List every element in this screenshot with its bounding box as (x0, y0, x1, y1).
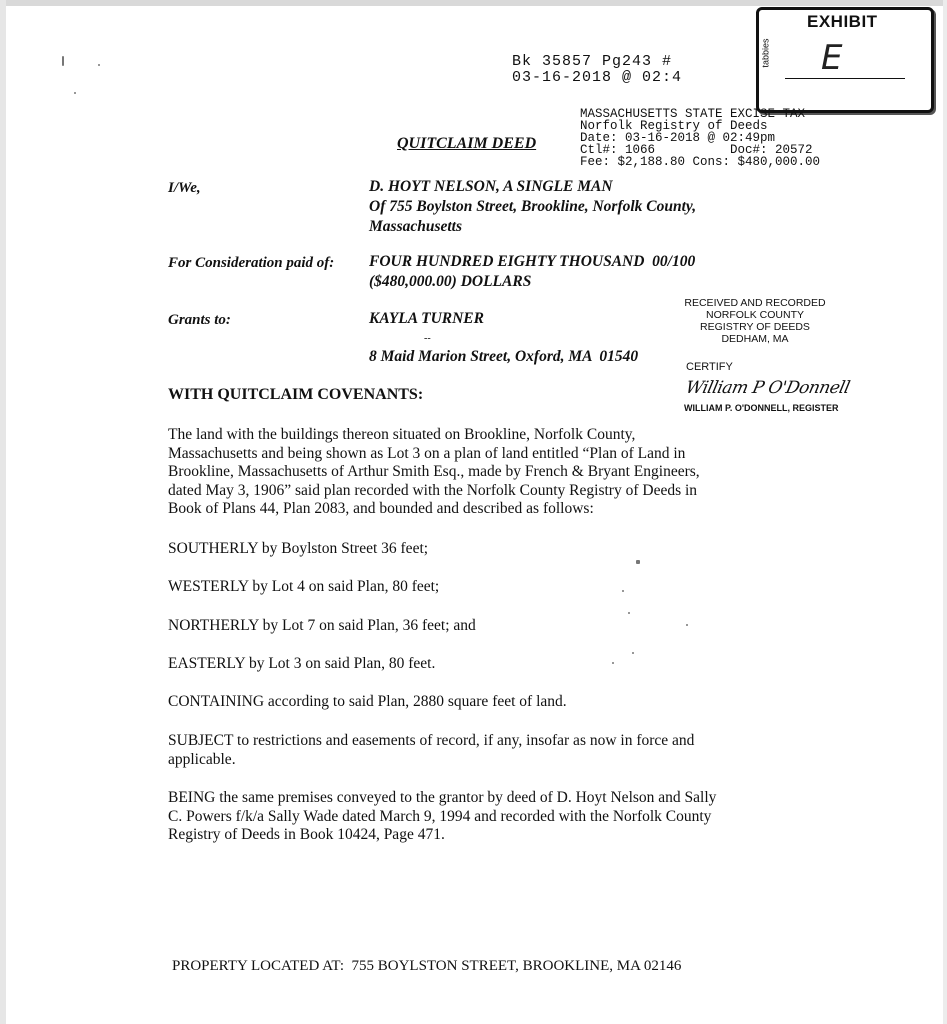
description-line: Brookline, Massachusetts of Arthur Smith Esq., made by French & Bryant Engineers, (168, 463, 700, 480)
grantee-address: 8 Maid Marion Street, Oxford, MA 01540 (369, 348, 639, 365)
recorded-stamp-line: DEDHAM, MA (721, 333, 789, 345)
description-line: dated May 3, 1906” said plan recorded with the Norfolk County Registry of Deeds in (168, 481, 698, 499)
consideration-words: FOUR HUNDRED EIGHTY THOUSAND 00/100 (369, 253, 696, 270)
scan-speck (636, 560, 640, 564)
exhibit-signature-line (785, 78, 905, 79)
being-line: C. Powers f/k/a Sally Wade dated March 9, 1994 and recorded with the Norfolk County (168, 807, 712, 825)
recorded-stamp-line: NORFOLK COUNTY (705, 309, 804, 321)
recorded-stamp-line: REGISTRY OF DEEDS (700, 321, 810, 333)
grantee-name: KAYLA TURNER (369, 310, 484, 327)
being-line: BEING the same premises conveyed to the grantor by deed of D. Hoyt Nelson and Sally (168, 789, 717, 806)
consideration-block (369, 252, 695, 292)
scan-speck (622, 590, 624, 592)
recorded-stamp-line: RECEIVED AND RECORDED (684, 297, 826, 309)
recording-datetime-line: 03-16-2018 @ 02:4 (512, 69, 683, 86)
bound-southerly: SOUTHERLY by Boylston Street 36 feet; (168, 540, 429, 557)
containing-clause: CONTAINING according to said Plan, 2880 square feet of land. (168, 693, 567, 710)
book-page-stamp (512, 54, 682, 86)
register-name: WILLIAM P. O'DONNELL, REGISTER (684, 403, 839, 413)
grantor-address: Of 755 Boylston Street, Brookline, Norfolk County, (369, 198, 697, 215)
tax-stamp-line: Norfolk Registry of Deeds (580, 119, 768, 133)
grantee-label: Grants to: (168, 312, 231, 328)
scan-speck (98, 64, 100, 66)
scan-speck (612, 662, 614, 664)
grantor-label: I/We, (168, 180, 201, 196)
scan-speck (686, 624, 688, 626)
scan-speck (632, 652, 634, 654)
consideration-label: For Consideration paid of: (168, 255, 335, 271)
page-edge-left (0, 0, 6, 1024)
bound-northerly: NORTHERLY by Lot 7 on said Plan, 36 feet; and (168, 617, 476, 634)
grantor-name: D. HOYT NELSON, A SINGLE MAN (369, 178, 613, 195)
scan-speck (74, 92, 76, 94)
subject-line: applicable. (168, 750, 236, 768)
description-line: Book of Plans 44, Plan 2083, and bounded and described as follows: (168, 500, 594, 517)
grantor-state: Massachusetts (369, 218, 463, 235)
bound-westerly: WESTERLY by Lot 4 on said Plan, 80 feet; (168, 578, 440, 595)
description-line: Massachusetts and being shown as Lot 3 on a plan of land entitled “Plan of Land in (168, 444, 686, 462)
description-line: The land with the buildings thereon situated on Brookline, Norfolk County, (168, 426, 636, 443)
exhibit-letter: E (821, 38, 843, 78)
subject-clause (168, 732, 694, 769)
exhibit-title: EXHIBIT (807, 12, 878, 31)
grantor-block (369, 177, 696, 237)
property-located: PROPERTY LOCATED AT: 755 BOYLSTON STREET, BROOKLINE, MA 02146 (172, 958, 682, 974)
tax-stamp-line: Fee: $2,188.80 Cons: $480,000.00 (580, 155, 821, 169)
page-edge-top (0, 0, 947, 6)
scan-speck (628, 612, 630, 614)
excise-tax-stamp (580, 108, 820, 168)
subject-line: SUBJECT to restrictions and easements of record, if any, insofar as now in force and (168, 732, 695, 749)
deed-title: QUITCLAIM DEED (397, 135, 537, 152)
scan-speck (62, 56, 64, 66)
exhibit-sticker (756, 7, 934, 113)
exhibit-brand: tabbies (760, 38, 771, 68)
tax-stamp-line: Date: 03-16-2018 @ 02:49pm (580, 131, 776, 145)
being-line: Registry of Deeds in Book 10424, Page 471. (168, 826, 445, 843)
consideration-amount: ($480,000.00) DOLLARS (369, 273, 532, 290)
bound-easterly: EASTERLY by Lot 3 on said Plan, 80 feet. (168, 655, 436, 672)
land-description (168, 426, 700, 519)
certify-label: CERTIFY (686, 361, 733, 373)
book-page-line: Bk 35857 Pg243 # (512, 53, 673, 70)
grantee-dash-mark: -- (424, 333, 431, 344)
tax-stamp-line: MASSACHUSETTS STATE EXCISE TAX (580, 107, 806, 121)
being-clause (168, 789, 716, 845)
recorded-stamp (682, 297, 828, 345)
page-edge-right (943, 0, 947, 1024)
tax-stamp-line: Ctl#: 1066 Doc#: 20572 (580, 143, 813, 157)
register-signature: William P O'Donnell (683, 378, 852, 398)
covenants-heading: WITH QUITCLAIM COVENANTS: (168, 386, 424, 403)
